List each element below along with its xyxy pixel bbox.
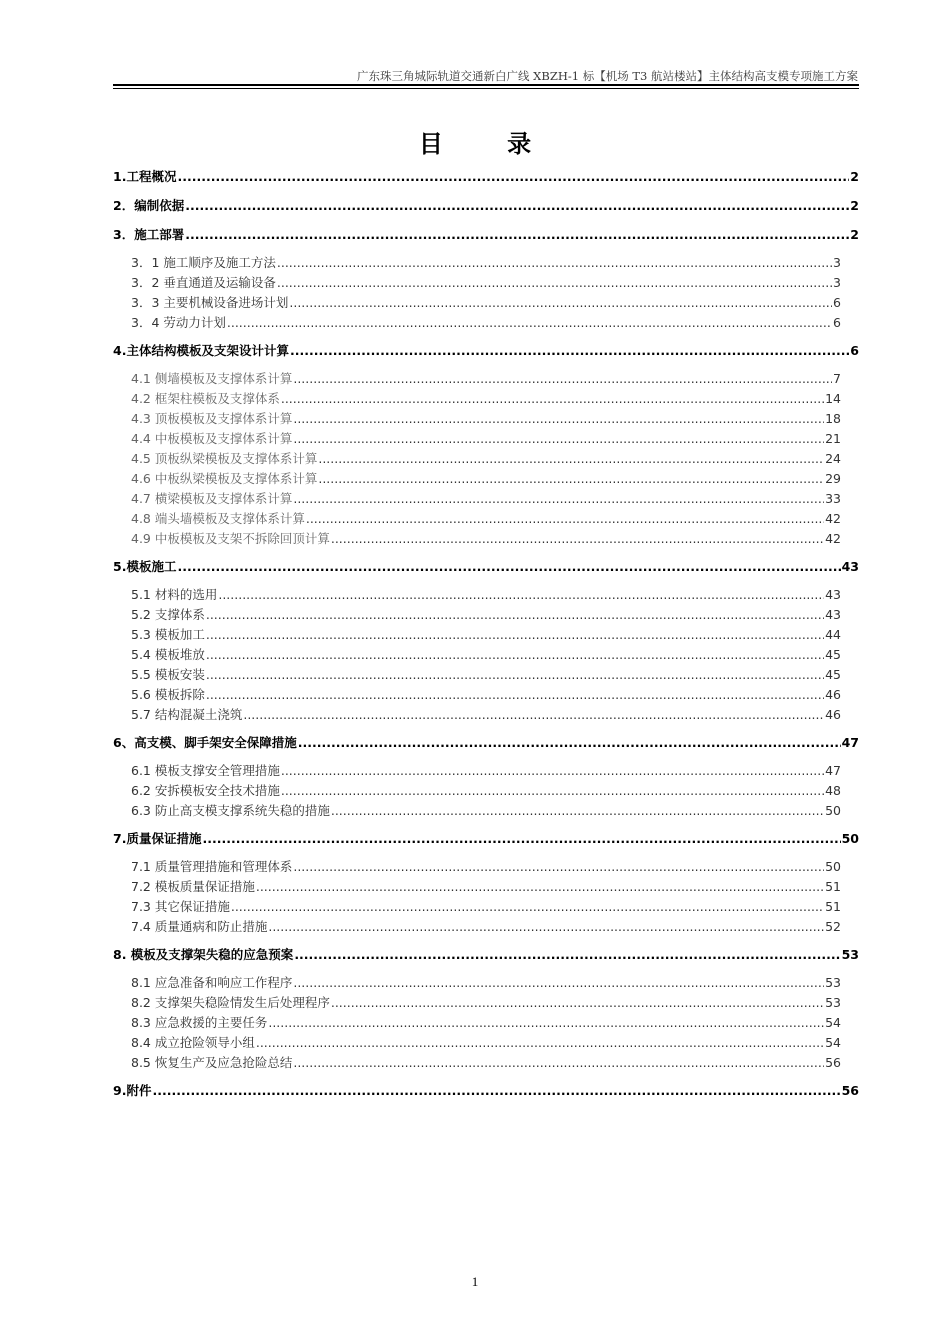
toc-subsection-page: 50 — [825, 859, 841, 874]
toc-section-title: 6、高支模、脚手架安全保障措施 — [113, 735, 297, 750]
toc-subsection-entry[interactable] — [113, 605, 859, 625]
toc-subsection-page: 46 — [825, 707, 841, 722]
toc-subsection-title: 6.3 防止高支模支撑系统失稳的措施 — [131, 803, 330, 818]
toc-subsection-page: 53 — [825, 995, 841, 1010]
toc-subsection-title: 3．2 垂直通道及运输设备 — [131, 275, 276, 290]
toc-subsection-title: 8.5 恢复生产及应急抢险总结 — [131, 1055, 293, 1070]
toc-subsection-entry[interactable] — [113, 429, 859, 449]
toc-subsection-page: 42 — [825, 511, 841, 526]
toc-subsection-page: 45 — [825, 647, 841, 662]
toc-subsection-page: 51 — [825, 899, 841, 914]
toc-dot-leader — [281, 761, 824, 781]
toc-dot-leader — [177, 166, 849, 188]
toc-dot-leader — [318, 469, 824, 489]
toc-dot-leader — [227, 313, 832, 333]
table-of-contents — [113, 166, 859, 1102]
header-rule-thick — [113, 84, 859, 86]
toc-subsection-page: 3 — [833, 275, 841, 290]
toc-dot-leader — [206, 605, 824, 625]
toc-dot-leader — [289, 293, 832, 313]
toc-section-entry[interactable] — [113, 1080, 859, 1102]
toc-subsection-entry[interactable] — [113, 293, 859, 313]
toc-section-title: 2．编制依据 — [113, 198, 185, 213]
toc-subsection-entry[interactable] — [113, 449, 859, 469]
toc-section-entry[interactable] — [113, 340, 859, 362]
toc-subsection-title: 7.4 质量通病和防止措施 — [131, 919, 268, 934]
toc-subsection-entry[interactable] — [113, 1013, 859, 1033]
toc-section-page: 53 — [841, 947, 859, 962]
toc-subsection-entry[interactable] — [113, 409, 859, 429]
toc-subsection-entry[interactable] — [113, 529, 859, 549]
toc-subsection-title: 5.7 结构混凝土浇筑 — [131, 707, 243, 722]
toc-subsection-entry[interactable] — [113, 273, 859, 293]
toc-section-entry[interactable] — [113, 732, 859, 754]
toc-subsection-title: 4.7 横梁模板及支撑体系计算 — [131, 491, 293, 506]
toc-subsection-entry[interactable] — [113, 585, 859, 605]
toc-dot-leader — [331, 801, 824, 821]
toc-subsection-title: 7.2 模板质量保证措施 — [131, 879, 255, 894]
toc-section-title: 4.主体结构模板及支架设计计算 — [113, 343, 289, 358]
toc-subsection-title: 4.5 顶板纵梁模板及支撑体系计算 — [131, 451, 318, 466]
toc-subsection-page: 6 — [833, 315, 841, 330]
toc-subsection-entry[interactable] — [113, 1033, 859, 1053]
toc-subsection-entry[interactable] — [113, 389, 859, 409]
toc-dot-leader — [318, 449, 824, 469]
toc-section-title: 5.模板施工 — [113, 559, 177, 574]
toc-dot-leader — [185, 195, 849, 217]
toc-subsection-page: 53 — [825, 975, 841, 990]
toc-dot-leader — [185, 224, 849, 246]
toc-subsection-page: 44 — [825, 627, 841, 642]
toc-subsection-title: 4.9 中板模板及支架不拆除回顶计算 — [131, 531, 330, 546]
toc-subsection-title: 5.4 模板堆放 — [131, 647, 205, 662]
toc-subsection-page: 43 — [825, 587, 841, 602]
toc-dot-leader — [256, 877, 824, 897]
toc-subsection-page: 7 — [833, 371, 841, 386]
toc-subsection-title: 4.1 侧墙模板及支撑体系计算 — [131, 371, 293, 386]
running-header: 广东珠三角城际轨道交通新白广线 XBZH-1 标【机场 T3 航站楼站】主体结构高支模专项施工方案 — [357, 69, 858, 83]
toc-dot-leader — [206, 685, 824, 705]
toc-dot-leader — [281, 389, 824, 409]
toc-subsection-title: 5.1 材料的选用 — [131, 587, 218, 602]
toc-section-entry[interactable] — [113, 195, 859, 217]
toc-subsection-entry[interactable] — [113, 313, 859, 333]
toc-subsection-page: 43 — [825, 607, 841, 622]
toc-section-entry[interactable] — [113, 828, 859, 850]
toc-subsection-entry[interactable] — [113, 857, 859, 877]
toc-subsection-page: 50 — [825, 803, 841, 818]
toc-subsection-title: 4.2 框架柱模板及支撑体系 — [131, 391, 280, 406]
toc-subsection-entry[interactable] — [113, 781, 859, 801]
toc-dot-leader — [294, 944, 840, 966]
toc-dot-leader — [281, 781, 824, 801]
toc-subsection-page: 54 — [825, 1035, 841, 1050]
toc-subsection-entry[interactable] — [113, 993, 859, 1013]
toc-dot-leader — [206, 625, 824, 645]
toc-section-page: 56 — [841, 1083, 859, 1098]
toc-subsection-entry[interactable] — [113, 469, 859, 489]
toc-subsection-entry[interactable] — [113, 489, 859, 509]
toc-subsection-entry[interactable] — [113, 761, 859, 781]
toc-dot-leader — [256, 1033, 824, 1053]
toc-subsection-page: 3 — [833, 255, 841, 270]
toc-dot-leader — [290, 340, 849, 362]
toc-subsection-entry[interactable] — [113, 509, 859, 529]
toc-subsection-page: 24 — [825, 451, 841, 466]
toc-subsection-page: 51 — [825, 879, 841, 894]
toc-subsection-title: 5.3 模板加工 — [131, 627, 205, 642]
toc-dot-leader — [152, 1080, 840, 1102]
toc-dot-leader — [331, 993, 824, 1013]
toc-dot-leader — [331, 529, 824, 549]
toc-dot-leader — [293, 409, 824, 429]
toc-subsection-entry[interactable] — [113, 877, 859, 897]
toc-subsection-title: 3．1 施工顺序及施工方法 — [131, 255, 276, 270]
toc-dot-leader — [206, 665, 824, 685]
toc-dot-leader — [293, 973, 824, 993]
toc-subsection-entry[interactable] — [113, 917, 859, 937]
toc-subsection-title: 8.3 应急救援的主要任务 — [131, 1015, 268, 1030]
toc-subsection-title: 7.3 其它保证措施 — [131, 899, 230, 914]
toc-dot-leader — [277, 253, 832, 273]
toc-subsection-entry[interactable] — [113, 1053, 859, 1073]
toc-dot-leader — [293, 429, 824, 449]
toc-dot-leader — [202, 828, 840, 850]
toc-subsection-page: 29 — [825, 471, 841, 486]
toc-section-title: 7.质量保证措施 — [113, 831, 202, 846]
toc-subsection-title: 4.4 中板模板及支撑体系计算 — [131, 431, 293, 446]
toc-subsection-title: 4.3 顶板模板及支撑体系计算 — [131, 411, 293, 426]
toc-subsection-title: 5.2 支撑体系 — [131, 607, 205, 622]
toc-subsection-page: 47 — [825, 763, 841, 778]
toc-subsection-title: 4.8 端头墙模板及支撑体系计算 — [131, 511, 305, 526]
toc-section-title: 3．施工部署 — [113, 227, 185, 242]
toc-section-entry[interactable] — [113, 944, 859, 966]
toc-subsection-title: 3．4 劳动力计划 — [131, 315, 226, 330]
toc-section-page: 2 — [850, 198, 859, 213]
toc-subsection-title: 4.6 中板纵梁模板及支撑体系计算 — [131, 471, 318, 486]
toc-subsection-entry[interactable] — [113, 645, 859, 665]
toc-subsection-title: 5.6 模板拆除 — [131, 687, 205, 702]
toc-subsection-page: 48 — [825, 783, 841, 798]
toc-dot-leader — [293, 857, 824, 877]
toc-subsection-page: 42 — [825, 531, 841, 546]
toc-dot-leader — [268, 1013, 824, 1033]
toc-subsection-page: 54 — [825, 1015, 841, 1030]
toc-subsection-page: 18 — [825, 411, 841, 426]
toc-dot-leader — [177, 556, 840, 578]
toc-subsection-title: 6.2 安拆模板安全技术措施 — [131, 783, 280, 798]
toc-dot-leader — [206, 645, 824, 665]
toc-section-entry[interactable] — [113, 166, 859, 188]
toc-dot-leader — [231, 897, 824, 917]
toc-dot-leader — [293, 489, 824, 509]
toc-dot-leader — [277, 273, 832, 293]
toc-subsection-title: 8.1 应急准备和响应工作程序 — [131, 975, 293, 990]
toc-subsection-page: 6 — [833, 295, 841, 310]
toc-title: 目 录 — [418, 129, 560, 158]
toc-dot-leader — [243, 705, 824, 725]
toc-section-entry[interactable] — [113, 224, 859, 246]
page-number: 1 — [471, 1274, 479, 1289]
toc-subsection-title: 6.1 模板支撑安全管理措施 — [131, 763, 280, 778]
toc-subsection-title: 3．3 主要机械设备进场计划 — [131, 295, 289, 310]
toc-dot-leader — [218, 585, 824, 605]
toc-subsection-entry[interactable] — [113, 665, 859, 685]
toc-section-title: 9.附件 — [113, 1083, 152, 1098]
toc-dot-leader — [293, 369, 832, 389]
toc-subsection-title: 8.4 成立抢险领导小组 — [131, 1035, 255, 1050]
toc-subsection-entry[interactable] — [113, 685, 859, 705]
toc-subsection-page: 56 — [825, 1055, 841, 1070]
toc-subsection-page: 52 — [825, 919, 841, 934]
toc-subsection-page: 33 — [825, 491, 841, 506]
toc-subsection-entry[interactable] — [113, 801, 859, 821]
toc-section-page: 2 — [850, 169, 859, 184]
toc-subsection-page: 21 — [825, 431, 841, 446]
toc-dot-leader — [293, 1053, 824, 1073]
toc-subsection-entry[interactable] — [113, 625, 859, 645]
toc-dot-leader — [306, 509, 824, 529]
toc-section-page: 6 — [850, 343, 859, 358]
toc-subsection-entry[interactable] — [113, 897, 859, 917]
toc-subsection-title: 8.2 支撑架失稳险情发生后处理程序 — [131, 995, 330, 1010]
toc-subsection-entry[interactable] — [113, 973, 859, 993]
toc-section-title: 8. 模板及支撑架失稳的应急预案 — [113, 947, 294, 962]
toc-section-page: 2 — [850, 227, 859, 242]
toc-subsection-title: 7.1 质量管理措施和管理体系 — [131, 859, 293, 874]
toc-dot-leader — [298, 732, 841, 754]
toc-section-title: 1.工程概况 — [113, 169, 177, 184]
toc-subsection-entry[interactable] — [113, 253, 859, 273]
toc-subsection-entry[interactable] — [113, 705, 859, 725]
toc-subsection-page: 45 — [825, 667, 841, 682]
toc-dot-leader — [268, 917, 824, 937]
toc-subsection-page: 46 — [825, 687, 841, 702]
toc-subsection-title: 5.5 模板安装 — [131, 667, 205, 682]
toc-subsection-page: 14 — [825, 391, 841, 406]
toc-section-entry[interactable] — [113, 556, 859, 578]
toc-section-page: 47 — [841, 735, 859, 750]
header-rule-thin — [113, 88, 859, 89]
toc-section-page: 43 — [841, 559, 859, 574]
toc-section-page: 50 — [841, 831, 859, 846]
toc-subsection-entry[interactable] — [113, 369, 859, 389]
